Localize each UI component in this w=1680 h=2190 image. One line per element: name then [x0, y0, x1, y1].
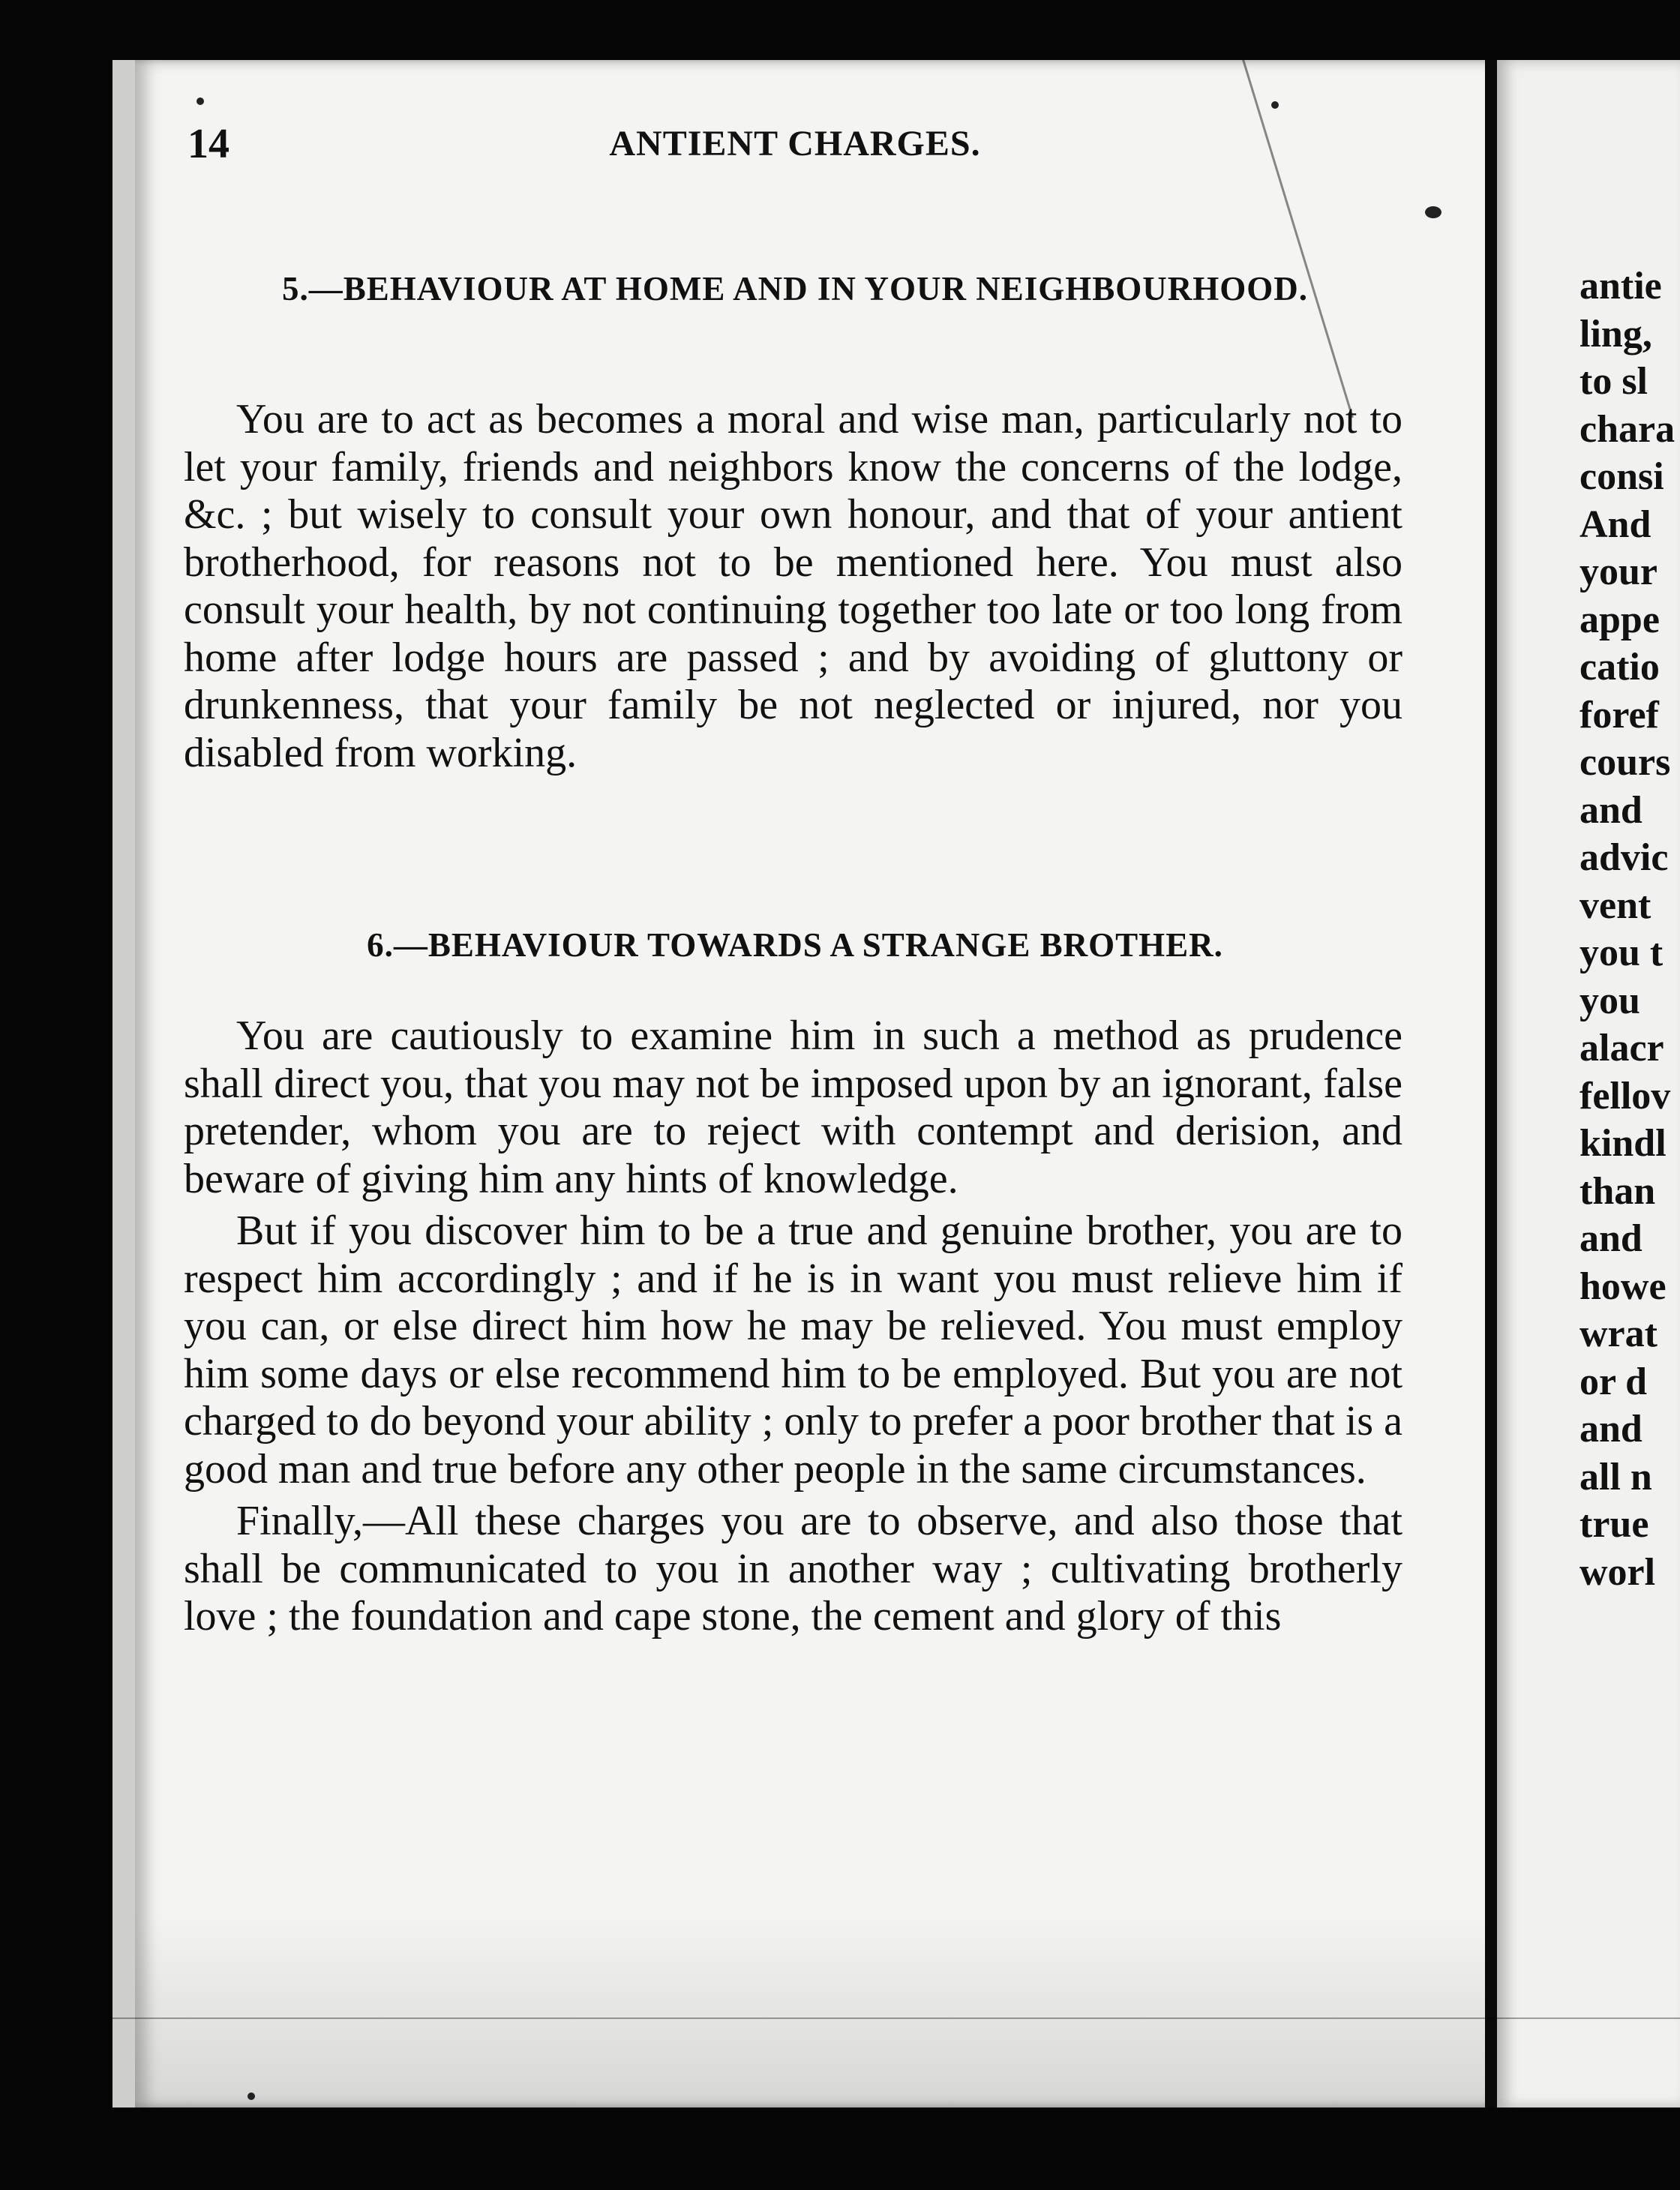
facing-line-fragment: ling,: [1580, 312, 1652, 356]
facing-line-fragment: And: [1580, 502, 1652, 546]
book-gutter: [1485, 60, 1497, 2108]
facing-line-fragment: you t: [1580, 932, 1664, 974]
speck: [248, 2092, 255, 2100]
facing-line-fragment: cours: [1580, 741, 1671, 784]
facing-line-fragment: appe: [1580, 598, 1660, 641]
facing-line-fragment: than: [1580, 1169, 1656, 1213]
facing-line-fragment: your: [1580, 550, 1658, 593]
facing-line-fragment: foref: [1580, 693, 1659, 736]
facing-book-page: [1497, 60, 1680, 2108]
paragraph: You are cautiously to examine him in such a method as prudence shall direct you, that you may not be imposed upon by an ignorant, false pretender, whom you are to reject with contempt and derision, and beware of giving him any hints of knowledge.: [184, 1012, 1402, 1202]
facing-line-fragment: kindl: [1580, 1122, 1666, 1165]
facing-line-fragment: advic: [1580, 836, 1669, 879]
paragraph: Finally,—All these charges you are to observe, and also those that shall be communicated to you in another way ; cultivating brotherly love ; the foundation and cape stone, the cement and glory of this: [184, 1498, 1402, 1640]
facing-line-fragment: worl: [1580, 1550, 1656, 1594]
page-number: 14: [188, 121, 230, 167]
paragraph: You are to act as becomes a moral and wise man, particularly not to let your family, friends and neighbors know the concerns of the lodge, &c. ; but wisely to consult your own honour, and that of your antient brotherhood, for reasons not to be mentioned here. You must also consult your health, by not continuing together too late or too long from home after lodge hours are passed ; and by avoiding of gluttony or drunkenness, that your family be not neglected or injured, nor you disabled from working.: [184, 396, 1402, 776]
facing-line-fragment: alacr: [1580, 1027, 1664, 1070]
page-scratch-mark: [1238, 60, 1354, 418]
facing-line-fragment: all n: [1580, 1455, 1652, 1498]
facing-page-text: [1580, 262, 1675, 1596]
facing-line-fragment: you: [1580, 979, 1640, 1022]
speck: [1425, 206, 1442, 218]
facing-line-fragment: chara: [1580, 407, 1676, 451]
paragraph: But if you discover him to be a true and genuine brother, you are to respect him accordingly ; and if he is in want you must relieve him if you can, or else direct him how he may be relieved. You must employ him some days or else recommend him to be employed. But you are not charged to do beyond your ability ; only to prefer a poor brother that is a good man and true before any other people in the same circumstances.: [184, 1208, 1402, 1492]
facing-line-fragment: to sl: [1580, 360, 1648, 403]
facing-line-fragment: and: [1580, 788, 1642, 832]
facing-line-fragment: or d: [1580, 1360, 1648, 1403]
facing-line-fragment: catio: [1580, 646, 1660, 688]
speck: [196, 98, 204, 105]
section-6-body: [184, 1012, 1402, 1641]
page-bottom-shading: [135, 1912, 1508, 2108]
speck: [1271, 101, 1279, 109]
facing-line-fragment: and: [1580, 1408, 1642, 1450]
facing-line-fragment: and: [1580, 1217, 1642, 1260]
facing-line-fragment: true: [1580, 1503, 1649, 1546]
facing-line-fragment: howe: [1580, 1264, 1666, 1308]
facing-line-fragment: consi: [1580, 455, 1664, 498]
scan-line: [112, 2018, 1680, 2019]
section-5-body: [184, 396, 1402, 777]
facing-line-fragment: antie: [1580, 265, 1662, 308]
facing-line-fragment: wrat: [1580, 1312, 1658, 1355]
page-header: [188, 120, 1402, 172]
section-5-title: 5.—BEHAVIOUR AT HOME AND IN YOUR NEIGHBOURHOOD.: [282, 270, 1308, 308]
facing-line-fragment: vent: [1580, 884, 1652, 927]
section-6-title: 6.—BEHAVIOUR TOWARDS A STRANGE BROTHER.: [367, 926, 1223, 964]
running-title: ANTIENT CHARGES.: [609, 124, 981, 164]
facing-line-fragment: fellov: [1580, 1074, 1671, 1118]
